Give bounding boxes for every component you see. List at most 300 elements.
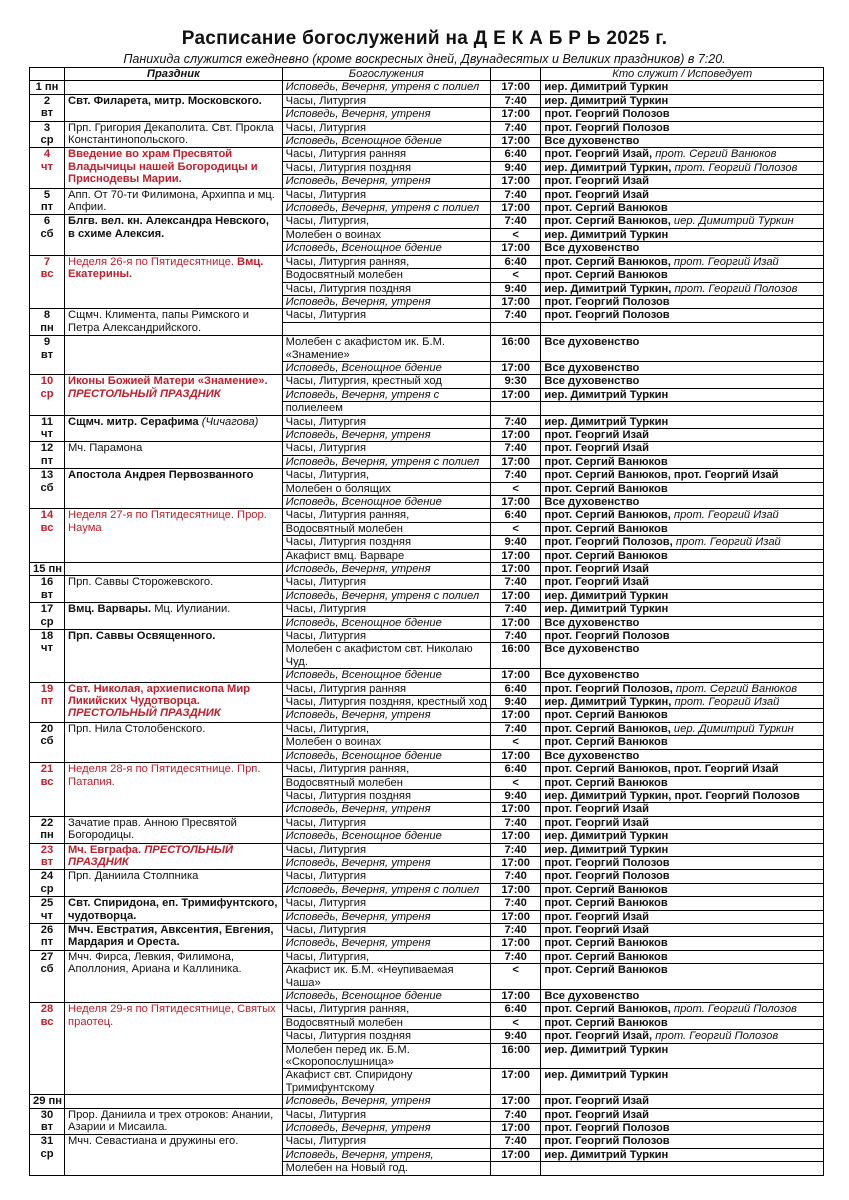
priest-name: прот. Георгий Изай: [544, 428, 650, 441]
time-cell: 17:00: [490, 803, 541, 816]
time-cell: 7:40: [490, 630, 541, 643]
day-label: чт: [41, 909, 54, 922]
priest-cell: [541, 576, 824, 589]
time-cell: 17:00: [490, 295, 541, 308]
feast-text: Прп. Саввы Сторожевского.: [68, 576, 214, 589]
feast-text: Иконы Божией Матери «Знамение».: [68, 375, 268, 388]
day-cell: [30, 563, 65, 576]
priest-name: прот. Сергий Ванюков: [544, 549, 668, 562]
priest-cell: [541, 455, 824, 468]
time-cell: 7:40: [490, 442, 541, 455]
time-cell: <: [490, 228, 541, 241]
service-cell: Часы, Литургия,: [282, 469, 490, 482]
priest-cell: [541, 1003, 824, 1016]
time-cell: 17:00: [490, 990, 541, 1003]
table-row: [30, 255, 824, 268]
day-cell: [30, 94, 65, 121]
day-label: 25: [40, 897, 54, 910]
day-label: 15 пн: [33, 563, 63, 576]
service-cell: Исповедь, Всенощное бдение: [282, 669, 490, 682]
priest-name: Все духовенство: [544, 361, 640, 374]
time-cell: 7:40: [490, 576, 541, 589]
day-label: ср: [40, 1147, 54, 1160]
service-cell: Исповедь, Вечерня, утреня: [282, 1095, 490, 1108]
service-cell: Исповедь, Вечерня, утреня: [282, 428, 490, 441]
feast-cell: [65, 722, 283, 762]
day-cell: [30, 336, 65, 375]
feast-text: Апп. От 70-ти Филимона, Архиппа и мц. Апфии.: [68, 188, 275, 214]
feast-text: Прп. Даниила Столпника: [68, 870, 199, 883]
priest-assistant: прот. Сергий Ванюков: [675, 682, 798, 695]
feast-cell: [65, 563, 283, 576]
feast-cell: [65, 1095, 283, 1108]
time-cell: 9:40: [490, 696, 541, 709]
priest-name: прот. Георгий Изай,: [544, 1030, 653, 1043]
priest-name: иер. Димитрий Туркин: [544, 94, 669, 107]
priest-assistant: прот. Георгий Полозов: [673, 1003, 797, 1016]
priest-name: прот. Георгий Изай: [544, 188, 650, 201]
service-cell: Часы, Литургия: [282, 188, 490, 201]
priest-name: прот. Сергий Ванюков: [544, 964, 668, 977]
time-cell: 9:30: [490, 375, 541, 388]
service-cell: Часы, Литургия: [282, 897, 490, 910]
time-cell: 17:00: [490, 549, 541, 562]
priest-cell: [541, 255, 824, 268]
priest-cell: [541, 202, 824, 215]
time-cell: <: [490, 776, 541, 789]
feast-cell: [65, 950, 283, 1003]
priest-name: прот. Георгий Изай: [544, 563, 650, 576]
day-label: пт: [40, 936, 54, 949]
table-row: [30, 442, 824, 455]
service-cell: Акафист свт. Спиридону Тримифунтскому: [282, 1069, 490, 1095]
day-label: чт: [41, 427, 54, 440]
time-cell: 9:40: [490, 161, 541, 174]
day-label: сб: [40, 735, 54, 748]
priest-cell: [541, 589, 824, 602]
day-label: сб: [40, 963, 54, 976]
header-priest: Кто служит / Исповедует: [541, 68, 824, 81]
feast-cell: [65, 763, 283, 817]
time-cell: 17:00: [490, 135, 541, 148]
priest-name: прот. Сергий Ванюков: [544, 897, 668, 910]
table-row: [30, 1003, 824, 1016]
service-cell: Часы, Литургия: [282, 630, 490, 643]
service-cell: Молебен на Новый год.: [282, 1162, 490, 1175]
time-cell: 17:00: [490, 1095, 541, 1108]
feast-text: Неделя 26-я по Пятидесятнице.: [68, 255, 234, 268]
time-cell: 17:00: [490, 495, 541, 508]
feast-note: (Чичагова): [201, 415, 259, 428]
time-cell: 7:40: [490, 603, 541, 616]
service-cell: Водосвятный молебен: [282, 1016, 490, 1029]
feast-cell: [65, 1135, 283, 1175]
day-cell: [30, 870, 65, 897]
priest-name: прот. Сергий Ванюков,: [544, 255, 671, 268]
priest-name: Все духовенство: [544, 643, 640, 656]
priest-name: прот. Сергий Ванюков: [544, 883, 668, 896]
table-row: [30, 722, 824, 735]
feast-text: Мч. Евграфа.: [68, 843, 142, 856]
table-row: [30, 1108, 824, 1121]
priest-name: иер. Димитрий Туркин,: [544, 696, 672, 709]
priest-cell: [541, 643, 824, 669]
priest-cell: [541, 415, 824, 428]
service-cell: Часы, Литургия ранняя: [282, 148, 490, 161]
priest-cell: [541, 295, 824, 308]
service-cell: Молебен с акафистом свт. Николаю Чуд.: [282, 643, 490, 669]
time-cell: 17:00: [490, 455, 541, 468]
priest-name: прот. Георгий Изай: [544, 1095, 650, 1108]
table-row: [30, 950, 824, 963]
service-cell: Исповедь, Вечерня, утреня с полиел: [282, 81, 490, 94]
priest-name: Все духовенство: [544, 242, 640, 255]
day-cell: [30, 1108, 65, 1135]
day-label: 13: [40, 469, 54, 482]
priest-cell: [541, 883, 824, 896]
day-label: 29 пн: [33, 1095, 63, 1108]
time-cell: 7:40: [490, 870, 541, 883]
priest-cell: [541, 923, 824, 936]
day-label: 4: [43, 148, 51, 161]
time-cell: 17:00: [490, 910, 541, 923]
priest-cell: [541, 1162, 824, 1175]
day-cell: [30, 415, 65, 442]
day-cell: [30, 1095, 65, 1108]
day-label: вт: [40, 348, 54, 361]
day-label: 27: [40, 950, 54, 963]
day-label: вс: [40, 521, 54, 534]
schedule-body: [30, 81, 824, 1175]
priest-cell: [541, 1016, 824, 1029]
priest-name: иер. Димитрий Туркин,: [544, 282, 672, 295]
day-label: ср: [40, 615, 54, 628]
feast-cell: [65, 816, 283, 843]
priest-name: Все духовенство: [544, 336, 640, 349]
priest-cell: [541, 843, 824, 856]
priest-cell: [541, 1043, 824, 1069]
time-cell: 17:00: [490, 830, 541, 843]
priest-cell: [541, 803, 824, 816]
day-label: 7: [43, 255, 51, 268]
feast-cell: [65, 94, 283, 121]
feast-text: Введение во храм Пресвятой Владычицы нашей Богородицы и Приснодевы Марии.: [68, 148, 258, 186]
day-label: сб: [40, 481, 54, 494]
priest-cell: [541, 830, 824, 843]
feast-cell: [65, 81, 283, 94]
time-cell: 17:00: [490, 563, 541, 576]
table-row: [30, 94, 824, 107]
feast-text: Вмц. Екатерины.: [68, 255, 264, 281]
time-cell: 17:00: [490, 856, 541, 869]
service-cell: Исповедь, Вечерня, утреня: [282, 709, 490, 722]
priest-name: прот. Сергий Ванюков: [544, 482, 668, 495]
service-cell: Часы, Литургия,: [282, 722, 490, 735]
feast-cell: [65, 148, 283, 188]
priest-cell: [541, 1030, 824, 1043]
priest-name: прот. Сергий Ванюков: [544, 202, 668, 215]
header-feast: Праздник: [65, 68, 283, 81]
service-cell: Акафист ик. Б.М. «Неупиваемая Чаша»: [282, 964, 490, 990]
service-cell: Часы, Литургия: [282, 816, 490, 829]
day-label: 11: [41, 415, 53, 428]
priest-name: прот. Георгий Изай: [544, 803, 650, 816]
day-label: вт: [40, 588, 54, 601]
time-cell: 17:00: [490, 669, 541, 682]
service-cell: Исповедь, Всенощное бдение: [282, 495, 490, 508]
priest-assistant: прот. Сергий Ванюков: [655, 148, 777, 161]
table-row: [30, 630, 824, 643]
priest-name: прот. Георгий Изай: [544, 910, 650, 923]
table-row: [30, 923, 824, 936]
time-cell: 7:40: [490, 897, 541, 910]
priest-name: прот. Сергий Ванюков: [544, 269, 668, 282]
service-cell: Часы, Литургия: [282, 870, 490, 883]
day-label: 26: [40, 923, 54, 936]
table-row: [30, 576, 824, 589]
priest-name: прот. Георгий Полозов: [544, 870, 670, 883]
priest-cell: [541, 469, 824, 482]
priest-cell: [541, 1122, 824, 1135]
priest-cell: [541, 563, 824, 576]
priest-name: прот. Сергий Ванюков: [544, 1016, 668, 1029]
priest-name: прот. Сергий Ванюков: [544, 776, 668, 789]
day-label: 6: [43, 215, 51, 228]
priest-cell: [541, 121, 824, 134]
priest-cell: [541, 709, 824, 722]
priest-name: иер. Димитрий Туркин: [544, 830, 669, 843]
day-cell: [30, 121, 65, 148]
priest-cell: [541, 269, 824, 282]
feast-cell: [65, 1108, 283, 1135]
page-subtitle: Панихида служится ежедневно (кроме воскресных дней, Двунадесятых и Великих праздников) в 7:20.: [123, 52, 726, 66]
day-label: чт: [41, 160, 54, 173]
service-cell: Молебен с акафистом ик. Б.М. «Знамение»: [282, 336, 490, 362]
service-cell: Исповедь, Вечерня, утреня: [282, 856, 490, 869]
day-cell: [30, 469, 65, 509]
time-cell: 7:40: [490, 843, 541, 856]
day-label: сб: [40, 227, 54, 240]
day-cell: [30, 722, 65, 762]
time-cell: 17:00: [490, 175, 541, 188]
time-cell: 9:40: [490, 1030, 541, 1043]
priest-name: прот. Георгий Изай: [544, 442, 650, 455]
service-cell: Исповедь, Вечерня, утреня: [282, 295, 490, 308]
time-cell: <: [490, 522, 541, 535]
time-cell: 6:40: [490, 255, 541, 268]
priest-cell: [541, 870, 824, 883]
priest-cell: [541, 242, 824, 255]
table-row: [30, 870, 824, 883]
time-cell: 17:00: [490, 428, 541, 441]
day-cell: [30, 923, 65, 950]
priest-cell: [541, 428, 824, 441]
service-cell: Исповедь, Вечерня, утреня: [282, 910, 490, 923]
time-cell: 17:00: [490, 1122, 541, 1135]
day-label: 2: [43, 94, 51, 107]
table-row: [30, 415, 824, 428]
feast-text: Вмц. Варвары.: [68, 603, 152, 616]
priest-cell: [541, 950, 824, 963]
feast-cell: [65, 469, 283, 509]
service-cell: Молебен о болящих: [282, 482, 490, 495]
priest-name: прот. Георгий Изай: [544, 576, 650, 589]
priest-cell: [541, 549, 824, 562]
service-cell: Часы, Литургия ранняя,: [282, 1003, 490, 1016]
day-label: 23: [40, 843, 54, 856]
priest-name: Все духовенство: [544, 669, 640, 682]
service-cell: Часы, Литургия ранняя,: [282, 509, 490, 522]
day-label: 8: [43, 309, 51, 322]
feast-text: Зачатие прав. Анною Пресвятой Богородицы.: [68, 816, 237, 842]
day-label: 22: [40, 816, 54, 829]
service-cell: [282, 322, 490, 335]
service-cell: Молебен о воинах: [282, 736, 490, 749]
feast-cell: [65, 415, 283, 442]
priest-assistant: прот. Георгий Изай: [673, 255, 779, 268]
day-label: 21: [40, 763, 54, 776]
priest-name: прот. Сергий Ванюков: [544, 950, 668, 963]
priest-name: прот. Георгий Изай,: [544, 148, 653, 161]
service-cell: Исповедь, Всенощное бдение: [282, 135, 490, 148]
service-cell: Акафист вмц. Варваре: [282, 549, 490, 562]
table-row: [30, 603, 824, 616]
day-cell: [30, 188, 65, 215]
table-row: [30, 81, 824, 94]
day-label: ср: [40, 387, 54, 400]
table-row: [30, 897, 824, 910]
table-row: [30, 563, 824, 576]
time-cell: 17:00: [490, 616, 541, 629]
feast-cell: [65, 188, 283, 215]
service-cell: Водосвятный молебен: [282, 522, 490, 535]
priest-cell: [541, 897, 824, 910]
priest-cell: [541, 736, 824, 749]
feast-cell: [65, 215, 283, 255]
service-cell: Молебен о воинах: [282, 228, 490, 241]
time-cell: 16:00: [490, 643, 541, 669]
service-cell: Исповедь, Вечерня, утреня: [282, 1122, 490, 1135]
day-label: 14: [40, 509, 54, 522]
priest-cell: [541, 495, 824, 508]
day-label: 9: [43, 336, 51, 349]
priest-name: иер. Димитрий Туркин: [544, 1148, 669, 1161]
day-cell: [30, 630, 65, 683]
feast-cell: [65, 255, 283, 309]
service-cell: Часы, Литургия: [282, 843, 490, 856]
feast-text: Сщмч. митр. Серафима: [68, 415, 199, 428]
day-cell: [30, 843, 65, 870]
table-row: [30, 309, 824, 322]
day-label: вс: [40, 775, 54, 788]
time-cell: 17:00: [490, 388, 541, 401]
time-cell: 7:40: [490, 94, 541, 107]
day-cell: [30, 576, 65, 603]
service-cell: Исповедь, Вечерня, утреня с полиел: [282, 202, 490, 215]
priest-cell: [541, 108, 824, 121]
time-cell: [490, 322, 541, 335]
feast-text: Мчч. Фирса, Левкия, Филимона, Аполлония, Ариана и Каллиника.: [68, 950, 242, 976]
day-cell: [30, 816, 65, 843]
priest-cell: [541, 1108, 824, 1121]
time-cell: [490, 402, 541, 415]
priest-name: иер. Димитрий Туркин: [544, 603, 669, 616]
time-cell: 7:40: [490, 950, 541, 963]
priest-name: прот. Георгий Полозов: [544, 856, 670, 869]
day-label: ср: [40, 882, 54, 895]
priest-cell: [541, 309, 824, 322]
time-cell: 17:00: [490, 361, 541, 374]
feast-text: Блгв. вел. кн. Александра Невского, в схиме Алексия.: [68, 215, 269, 240]
table-row: [30, 682, 824, 695]
feast-cell: [65, 309, 283, 336]
priest-assistant: прот. Георгий Изай: [675, 536, 781, 549]
table-row: [30, 509, 824, 522]
priest-name: прот. Сергий Ванюков,: [544, 722, 671, 735]
priest-cell: [541, 1148, 824, 1161]
service-cell: Молебен перед ик. Б.М. «Скоропослушница»: [282, 1043, 490, 1069]
service-cell: Часы, Литургия, крестный ход: [282, 375, 490, 388]
header-service: Богослужения: [282, 68, 490, 81]
service-cell: Водосвятный молебен: [282, 269, 490, 282]
service-cell: Часы, Литургия поздняя: [282, 789, 490, 802]
day-cell: [30, 603, 65, 630]
time-cell: 6:40: [490, 1003, 541, 1016]
priest-cell: [541, 442, 824, 455]
table-row: [30, 336, 824, 362]
service-cell: Исповедь, Вечерня, утреня,: [282, 1148, 490, 1161]
priest-name: прот. Сергий Ванюков, прот. Георгий Изай: [544, 763, 779, 776]
priest-name: прот. Сергий Ванюков: [544, 709, 668, 722]
time-cell: 7:40: [490, 923, 541, 936]
priest-cell: [541, 215, 824, 228]
priest-cell: [541, 937, 824, 950]
priest-name: прот. Сергий Ванюков: [544, 522, 668, 535]
priest-name: прот. Георгий Изай: [544, 816, 650, 829]
day-label: вс: [40, 268, 54, 281]
time-cell: 7:40: [490, 309, 541, 322]
table-row: [30, 816, 824, 829]
priest-name: прот. Сергий Ванюков,: [544, 1003, 671, 1016]
service-cell: Часы, Литургия,: [282, 950, 490, 963]
feast-text: Прп. Саввы Освященного.: [68, 630, 216, 643]
time-cell: 7:40: [490, 1108, 541, 1121]
feast-note: Мц. Иулиании.: [151, 603, 231, 616]
day-label: 31: [40, 1135, 54, 1148]
feast-text: Мчч. Севастиана и дружины его.: [68, 1135, 239, 1148]
priest-name: иер. Димитрий Туркин, прот. Георгий Полозов: [544, 789, 800, 802]
priest-cell: [541, 509, 824, 522]
service-cell: Часы, Литургия: [282, 309, 490, 322]
day-cell: [30, 509, 65, 563]
priest-assistant: прот. Георгий Полозов: [674, 161, 798, 174]
time-cell: 17:00: [490, 81, 541, 94]
priest-assistant: прот. Георгий Изай: [674, 696, 780, 709]
day-label: 10: [40, 375, 54, 388]
priest-assistant: прот. Георгий Изай: [673, 509, 779, 522]
service-cell: Исповедь, Вечерня, утреня с полиел: [282, 455, 490, 468]
priest-name: прот. Сергий Ванюков: [544, 455, 668, 468]
time-cell: <: [490, 736, 541, 749]
priest-name: прот. Сергий Ванюков, прот. Георгий Изай: [544, 469, 779, 482]
time-cell: 17:00: [490, 709, 541, 722]
day-label: 20: [40, 722, 54, 735]
priest-cell: [541, 910, 824, 923]
service-cell: Часы, Литургия поздняя, крестный ход: [282, 696, 490, 709]
priest-name: Все духовенство: [544, 990, 640, 1003]
service-cell: Часы, Литургия: [282, 576, 490, 589]
feast-text: ПРЕСТОЛЬНЫЙ ПРАЗДНИК: [68, 843, 234, 868]
